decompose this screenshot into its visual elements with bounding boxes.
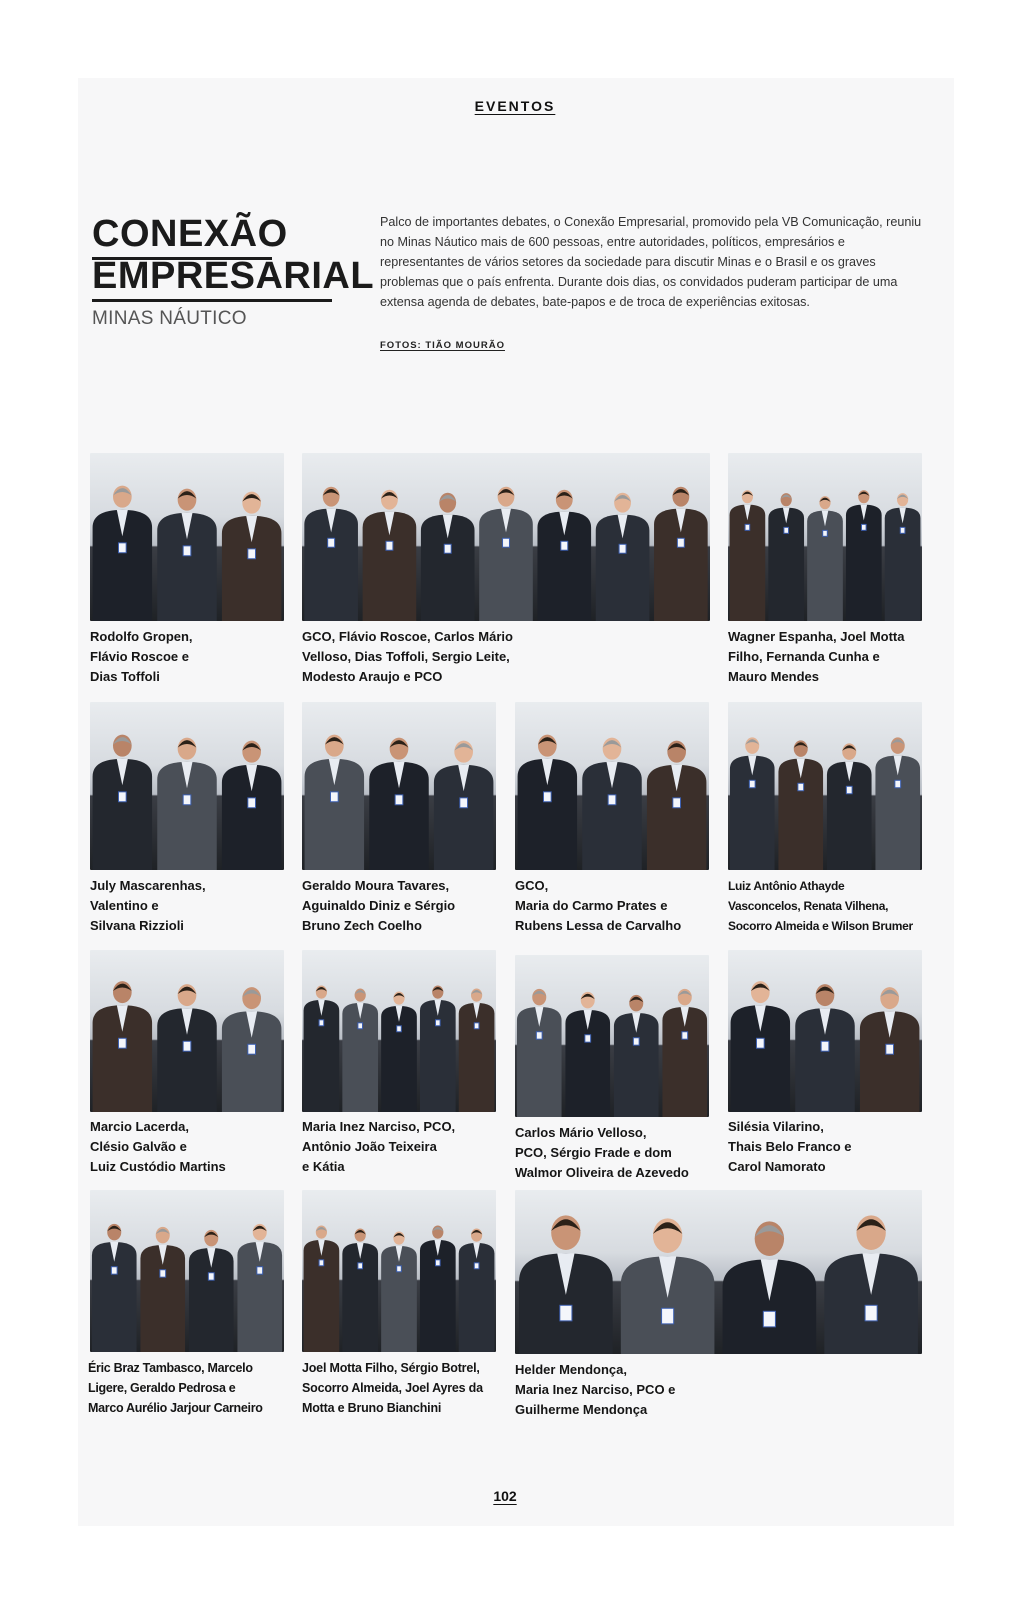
person-body — [846, 505, 882, 621]
photo-caption: Geraldo Moura Tavares, Aguinaldo Diniz e Sérgio Bruno Zech Coelho — [302, 878, 456, 933]
photo-caption: Carlos Mário Velloso, PCO, Sérgio Frade e dom Walmor Oliveira de Azevedo — [515, 1125, 689, 1180]
photo-caption: GCO, Maria do Carmo Prates e Rubens Lessa de Carvalho — [515, 878, 682, 933]
badge-icon — [846, 786, 852, 793]
photo-credit: FOTOS: TIÃO MOURÃO — [380, 340, 505, 351]
photo-people-silhouettes — [515, 1190, 922, 1354]
badge-icon — [118, 1038, 126, 1048]
badge-icon — [474, 1023, 479, 1029]
badge-icon — [619, 544, 626, 553]
photo-caption: Wagner Espanha, Joel Motta Filho, Fernanda Cunha e Mauro Mendes — [728, 629, 905, 684]
badge-icon — [435, 1260, 440, 1266]
badge-icon — [257, 1267, 263, 1274]
event-photo — [90, 702, 284, 870]
badge-icon — [111, 1267, 117, 1274]
person-body — [730, 505, 766, 621]
badge-icon — [397, 1026, 402, 1032]
person-body — [459, 1243, 495, 1352]
photo-people-silhouettes — [515, 955, 709, 1117]
article-subtitle: MINAS NÁUTICO — [92, 308, 247, 329]
badge-icon — [460, 798, 468, 808]
badge-icon — [444, 544, 451, 553]
badge-icon — [561, 541, 568, 550]
badge-icon — [784, 527, 789, 533]
badge-icon — [682, 1032, 688, 1039]
section-label: EVENTOS — [474, 98, 556, 114]
badge-icon — [745, 524, 750, 530]
badge-icon — [358, 1263, 363, 1269]
photo-people-silhouettes — [515, 702, 709, 870]
photo-caption: Joel Motta Filho, Sérgio Botrel, Socorro Almeida, Joel Ayres da Motta e Bruno Bianchini — [302, 1361, 483, 1415]
event-photo — [90, 1190, 284, 1352]
badge-icon — [386, 541, 393, 550]
badge-icon — [183, 546, 191, 556]
badge-icon — [673, 798, 681, 808]
badge-icon — [397, 1266, 402, 1272]
photo-people-silhouettes — [302, 950, 496, 1112]
article-title-line1: CONEXÃO — [92, 212, 272, 260]
badge-icon — [749, 780, 755, 787]
person-body — [381, 1246, 417, 1352]
event-photo — [515, 955, 709, 1117]
person-body — [768, 508, 804, 621]
photo-caption: Helder Mendonça, Maria Inez Narciso, PCO e Guilherme Mendonça — [515, 1362, 676, 1417]
person-body — [420, 1240, 456, 1352]
photo-people-silhouettes — [302, 1190, 496, 1352]
person-body — [342, 1243, 378, 1352]
event-photo — [302, 702, 496, 870]
badge-icon — [183, 795, 191, 805]
event-photo — [302, 1190, 496, 1352]
photo-caption: Luiz Antônio Athayde Vasconcelos, Renata Vilhena, Socorro Almeida e Wilson Brumer — [728, 879, 913, 933]
badge-icon — [118, 543, 126, 553]
photo-caption: Éric Braz Tambasco, Marcelo Ligere, Geraldo Pedrosa e Marco Aurélio Jarjour Carneiro — [88, 1361, 263, 1415]
photo-caption: Silésia Vilarino, Thais Belo Franco e Carol Namorato — [728, 1119, 852, 1174]
badge-icon — [160, 1270, 166, 1277]
article-intro: Palco de importantes debates, o Conexão Empresarial, promovido pela VB Comunicação, reuniu no Minas Náutico mais de 600 pessoas, entre autoridades, políticos, empresários e representantes de vários setores da sociedade para discutir Minas e o Brasil e os graves problemas que o país enfrenta. Durante dois dias, os convidados puderam participar de uma extensa agenda de debates, bate-papos e de troca de experiências exitosas. — [380, 215, 922, 309]
photo-people-silhouettes — [90, 702, 284, 870]
badge-icon — [662, 1308, 674, 1324]
badge-icon — [633, 1038, 639, 1045]
event-photo — [302, 453, 710, 621]
badge-icon — [756, 1038, 764, 1048]
badge-icon — [677, 538, 684, 547]
person-body — [304, 1240, 340, 1352]
person-body — [381, 1006, 417, 1112]
badge-icon — [248, 549, 256, 559]
person-body — [807, 511, 843, 621]
photo-people-silhouettes — [728, 702, 922, 870]
badge-icon — [474, 1263, 479, 1269]
badge-icon — [319, 1260, 324, 1266]
photo-people-silhouettes — [302, 702, 496, 870]
badge-icon — [358, 1023, 363, 1029]
badge-icon — [183, 1041, 191, 1051]
photo-people-silhouettes — [90, 453, 284, 621]
event-photo — [728, 950, 922, 1112]
badge-icon — [763, 1311, 775, 1327]
badge-icon — [543, 792, 551, 802]
event-photo — [515, 1190, 922, 1354]
photo-people-silhouettes — [728, 950, 922, 1112]
badge-icon — [823, 530, 828, 536]
badge-icon — [585, 1035, 591, 1042]
badge-icon — [798, 783, 804, 790]
badge-icon — [319, 1020, 324, 1026]
badge-icon — [821, 1041, 829, 1051]
badge-icon — [895, 780, 901, 787]
event-photo — [728, 702, 922, 870]
event-photo — [515, 702, 709, 870]
photo-caption: Maria Inez Narciso, PCO, Antônio João Teixeira e Kátia — [302, 1119, 456, 1174]
person-body — [304, 1000, 340, 1112]
photo-caption: Marcio Lacerda, Clésio Galvão e Luiz Custódio Martins — [90, 1119, 226, 1174]
badge-icon — [560, 1305, 572, 1321]
badge-icon — [536, 1032, 542, 1039]
photo-people-silhouettes — [302, 453, 710, 621]
event-photo — [728, 453, 922, 621]
event-photo — [302, 950, 496, 1112]
photo-caption: Rodolfo Gropen, Flávio Roscoe e Dias Toffoli — [90, 629, 193, 684]
badge-icon — [435, 1020, 440, 1026]
badge-icon — [900, 527, 905, 533]
badge-icon — [861, 524, 866, 530]
person-body — [459, 1003, 495, 1112]
badge-icon — [608, 795, 616, 805]
badge-icon — [395, 795, 403, 805]
photo-people-silhouettes — [90, 950, 284, 1112]
badge-icon — [328, 538, 335, 547]
person-body — [420, 1000, 456, 1112]
badge-icon — [208, 1273, 214, 1280]
event-photo — [90, 950, 284, 1112]
person-body — [885, 508, 921, 621]
photo-people-silhouettes — [728, 453, 922, 621]
badge-icon — [503, 538, 510, 547]
photo-caption: GCO, Flávio Roscoe, Carlos Mário Velloso, Dias Toffoli, Sergio Leite, Modesto Araujo e PCO — [302, 629, 513, 684]
event-photo — [90, 453, 284, 621]
badge-icon — [248, 798, 256, 808]
photo-caption: July Mascarenhas, Valentino e Silvana Rizzioli — [90, 878, 206, 933]
badge-icon — [886, 1044, 894, 1054]
badge-icon — [865, 1305, 877, 1321]
photo-people-silhouettes — [90, 1190, 284, 1352]
badge-icon — [248, 1044, 256, 1054]
article-title-line2: EMPRESARIAL — [92, 254, 332, 302]
page-number: 102 — [493, 1488, 517, 1504]
badge-icon — [330, 792, 338, 802]
person-body — [342, 1003, 378, 1112]
badge-icon — [118, 792, 126, 802]
